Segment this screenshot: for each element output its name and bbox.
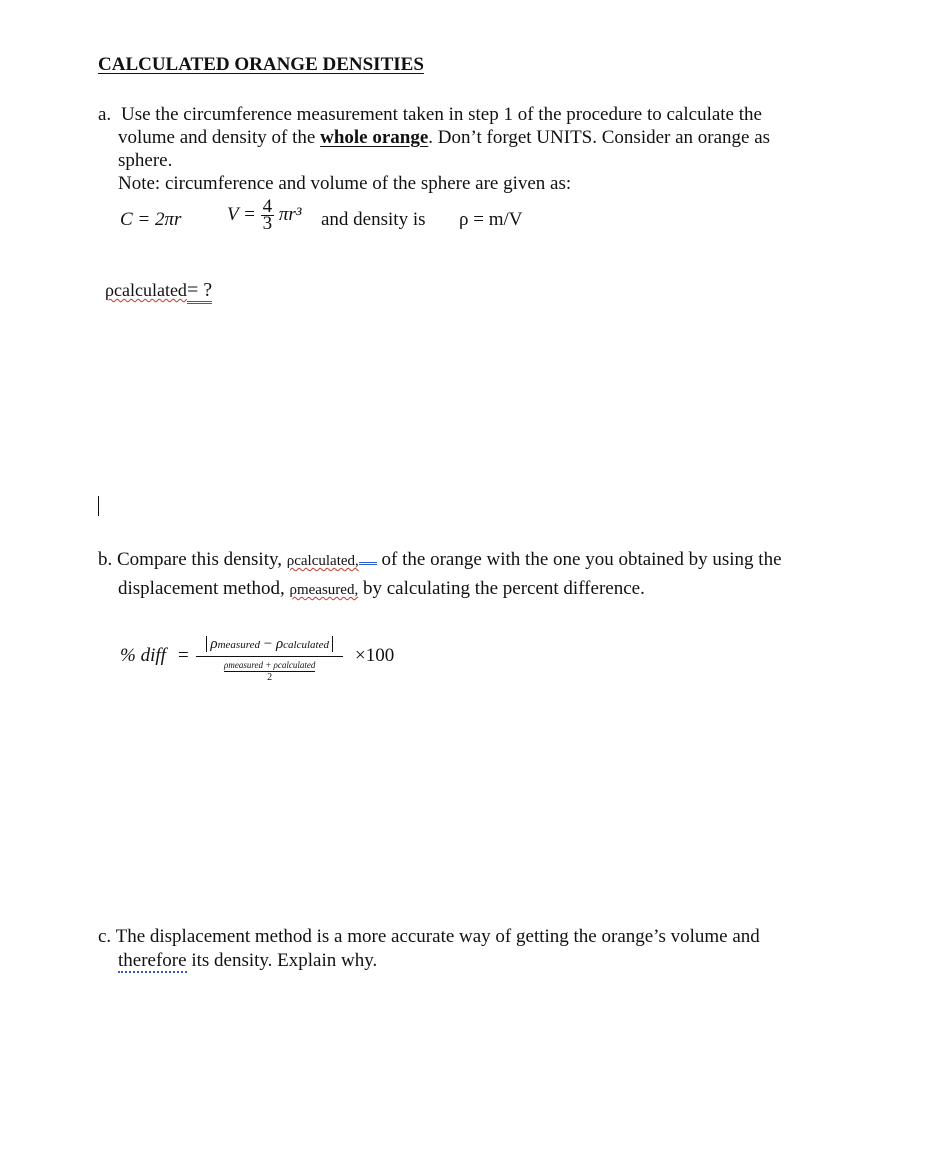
part-a-line2-pre: volume and density of the [118, 127, 321, 148]
denominator-two: 2 [267, 672, 273, 683]
numerator-sub-calculated: calculated [283, 639, 329, 651]
numerator-rho-calculated: ρ [275, 636, 284, 652]
part-b-line1-post: of the orange with the one you obtained by using the [376, 549, 782, 570]
text-cursor [98, 496, 99, 516]
part-c-line1: c. The displacement method is a more accurate way of getting the orange’s volume and [98, 926, 760, 947]
part-a-line2-post: . Don’t forget UNITS. Consider an orange as [428, 127, 771, 148]
formula-volume [227, 196, 302, 234]
therefore-word: therefore [118, 950, 187, 971]
part-a-note: Note: circumference and volume of the sphere are given as: [118, 173, 572, 194]
page-title: CALCULATED ORANGE DENSITIES [98, 54, 424, 75]
part-b-line2 [118, 577, 645, 602]
percent-diff-numerator [196, 632, 343, 657]
rho-measured-inline: ρmeasured, [289, 582, 359, 598]
fraction-denominator: 3 [262, 213, 273, 234]
numerator-minus: − [263, 636, 273, 652]
density-text: and density is [321, 209, 426, 230]
part-a-line2 [118, 126, 770, 149]
answer-line [105, 279, 212, 302]
formula-density: ρ = m/V [459, 209, 523, 230]
part-c-line2-post: its density. Explain why. [186, 950, 378, 971]
percent-diff-label: % diff [120, 645, 166, 666]
part-b-line1 [98, 548, 782, 573]
blank-underline [359, 552, 377, 565]
numerator-sub-measured: measured [217, 639, 260, 651]
percent-diff-equals: = [178, 645, 189, 666]
whole-orange-emphasis: whole orange [320, 127, 429, 148]
formula-volume-suffix: πr³ [278, 203, 302, 225]
part-a-line3: sphere. [118, 150, 173, 171]
part-a-marker: a. [98, 104, 112, 125]
formula-volume-prefix: V = [227, 203, 256, 225]
part-b-line2-pre: displacement method, [118, 578, 290, 599]
percent-diff-fraction [196, 632, 343, 684]
part-a-line1: Use the circumference measurement taken in step 1 of the procedure to calculate the [121, 104, 762, 125]
part-b-line1-pre: b. Compare this density, [98, 549, 287, 570]
formula-circumference: C = 2πr [120, 209, 182, 230]
rho-calculated-label: ρcalculated [105, 280, 187, 300]
fraction-numerator: 4 [262, 196, 273, 217]
rho-calculated-inline: ρcalculated, [286, 553, 359, 569]
answer-placeholder: = ? [187, 279, 212, 304]
part-c-line2 [118, 949, 377, 972]
absolute-value [206, 636, 333, 652]
times-hundred: ×100 [355, 645, 395, 666]
denominator-sum: ρmeasured + ρcalculated [224, 660, 316, 670]
part-b-line2-post: by calculating the percent difference. [358, 578, 645, 599]
formula-volume-fraction [261, 196, 275, 234]
numerator-rho-measured: ρ [210, 636, 218, 652]
